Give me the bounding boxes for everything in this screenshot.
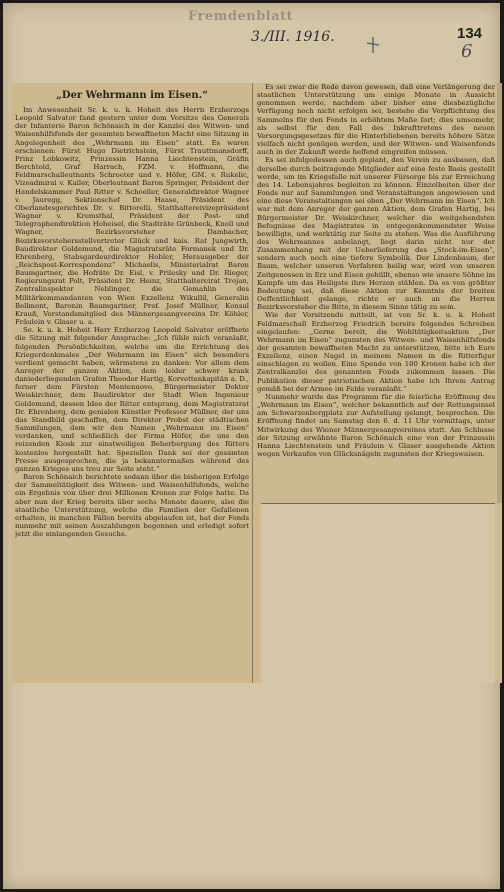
newspaper-clipping: [11, 83, 502, 683]
blank-sheet-area: [261, 503, 495, 683]
article-headline: „Der Wehrmann im Eisen.“: [56, 90, 208, 101]
paragraph: Es sei zwar die Rede davon gewesen, daß eine Verlängerung der staatlichen Unterstützung um einige Monate in Aussicht genommen werde, nachdem aber bisher eine diesbezügliche Verfügung noch nicht erfolgen sei, bestehe die Verpflichtung des Sammelns für den Fonds in erhöhtem Maße fort; dies umsomehr, als selbst für den Fall des Inkrafttretens des neuen Versorgungsgesetzes für die Hinterbliebenen bereits höhere Sätze vielfach nicht genügen werden, und der Witwen- und Waisenfonds auch in der Zukunft werde helfend eingreifen müssen.: [257, 83, 495, 157]
clipping-cut-edge: [261, 503, 495, 504]
article-column-right: [257, 83, 495, 503]
paragraph: Se. k. u. k. Hoheit Herr Erzherzog Leopold Salvator eröffnete die Sitzung mit folgender Ansprache: „Ich fühle mich veranlaßt, folgenden Persönlichkeiten, welche um die Errichtung des Kriegerdenkmales „Der Wehrmann im Eisen“ sich besonders verdient gemacht haben, wärmstens zu danken: Vor allem dem Anreger der ganzen Aktion, dem leider schwer krank daniederliegenden Grafen Theodor Hartig, Korvettenkapitän a. D., ferner dem Fürsten Montenuovo, Bürgermeister Doktor Weiskirchner, dem Baudirektor der Stadt Wien Ingenieur Goldemund, dessen Idee der Ritter entsprang, dem Magistratsrat Dr. Ehrenberg, dem genialen Künstler Professor Müllner, der uns das Standbild geschaffen, dem Direktor Probst der städtischen Sammlungen, dem wir den Namen „Wehrmann im Eisen“ verdanken, und schließlich der Firma Höfer, die uns den reizenden Kiosk zur einstweiligen Beherbergung des Ritters kostenlos hergestellt hat. Speziellen Dank sei der gesamten Presse ausgesprochen, die ja bekanntermaßen während des ganzen Krieges uns treu zur Seite steht.“: [15, 326, 249, 473]
paragraph: Es sei infolgedessen auch geplant, den Verein zu ausbauen, daß derselbe durch beitragende Mitglieder auf eine feste Basis gestellt werde, um im Kriegsfalle mit unserer Fürsorge bis zur Erreichung des 14. Lebensjahres begleiten zu können. Einzelheiten über der Fonds nur auf Sammlungen und Veranstaltungen angewiesen und eine diese Veranstaltungen sei eben „Der Wehrmann im Eisen“. Ich war mit dem Anreger der ganzen Aktion, dem Grafen Hartig, bei Bürgermeister Dr. Weiskirchner, welcher die weitgehendsten Befugnisse des Magistrates in entgegenkommendster Weise bewilligte, und werktätig zur Seite zu stehen. Was die Ausführung des Wehrmannes anbelangt, liegt darin nicht nur der Zusammenhang mit der Ueberlieferung des „Stock-im-Eisen“, sondern auch noch eine tiefere Symbolik. Der Lindenbaum, der Baum, welcher unseren Vorfahren heilig war, wird von unseren Zeitgenossen in Erz und Eisen gehüllt, ebenso wie unsere Söhne im Kampfe um das Heiligste ihre Herzen stählen. Da es von größter Bedeutung sei, daß diese Aktion zur Kenntnis der breiten Oeffentlichkeit gelange, richte er auch an die Herren Bezirksvorsteher die Bitte, in diesem Sinne tätig zu sein.: [257, 156, 495, 312]
column-divider: [252, 83, 253, 683]
pencil-cross-icon: [365, 36, 381, 54]
paragraph: Wie der Vorsitzende mitteilt, ist von Sr. k. u. k. Hoheit Feldmarschall Erzherzog Friedrich bereits folgendes Schreiben eingelaufen: „Gerne bereit, die Wohltätigkeitsaktion „Der Wehrmann im Eisen“ zugunsten des Witwen- und Waisenhilfsfonds der gesamten bewaffneten Macht zu unterstützen, bitte ich Eure Exzellenz, einen Nagel in meinem Namen in die Ritterfigur einschlagen zu wollen. Eine Spende von 100 Kronen habe ich der Zentralkanzlei des genannten Fonds zukommen lassen. Die Publikation dieser patriotischen Aktion habe ich Ihrem Antrag gemäß bei der Armee im Felde veranlaßt.“: [257, 311, 495, 393]
paragraph: Nunmehr wurde das Programm für die feierliche Eröffnung des „Wehrmann im Eisen“, welcher bekanntlich auf der Rettungsinsel am Schwarzenbergplatz zur Aufstellung gelangt, besprochen. Die Eröffnung findet am Samstag den 6. d. 11 Uhr vormittags, unter Mitwirkung des Wiener Männergesangvereines statt. Am Schlusse der Sitzung erwähnte Baron Schönaich eine von der Prinzessin Hanna Liechtenstein und Fräulein v. Glaser ausgehende Aktion wegen Verkaufes von Glücksnägeln zugunsten der Kriegswaisen.: [257, 392, 495, 459]
pencil-number: 6: [461, 41, 473, 62]
archive-sheet: [3, 3, 500, 889]
paragraph: Baron Schönaich berichtete sodann über die bisherigen Erfolge der Sammeltätigkeit des Witwen- und Waisenhilfsfonds, welche ein Ergebnis von über drei Millionen Kronen zur Folge hatte. Da aber nun der Krieg bereits über sechs Monate dauere, also die staatliche Unterstützung, welche die Familien der Gefallenen erhalten, in manchen Fällen bereits abgelaufen ist, hat der Fonds nunmehr mit seinen Auszahlungen begonnen und erledigt sofort jetzt die einlangenden Gesuche.: [15, 473, 249, 539]
paragraph: Im Anwesenheit Sr. k. u. k. Hoheit des Herrn Erzherzogs Leopold Salvator fand gestern unter dem Vorsitze des Generals der Infanterie Baron Schönaich in der Kanzlei des Witwen- und Waisenhilfsfonds der gesamten bewaffneten Macht eine Sitzung in Angelegenheit des „Wehrmann im Eisen“ statt. Es waren erschienen: Fürst Hugo Dietrichstein, Fürst Trauttmansdorff, Prinz Lobkowitz, Prinzessin Hanna Liechtenstein, Gräfin Berchtold, Graf Harrach, FZM. v. Hoffmann, die Feldmarschalleutnants Schroeter und v. Höfer, GM. v. Rukelic, Vizeadmiral v. Kailer, Oberleutnant Baron Springer, Präsident der Handelskammer Paul Ritter v. Schoeller, Generaldirektor Wagner v. Jauregg, Sektionschef Dr. Haase, Präsident des Oberlandesgerichtes Dr. v. Bittorelli, Statthaltereivizepräsident Wagner v. Kremsthal, Präsident der Post- und Telegraphendirektion Hoheisel, die Stadträte Grünbeck, Knoll und Wagner, Bezirksvorsteher Dambacher, Bezirksvorstehersstellvertreter Glück und kais. Rat Jungwirth, Baudirektor Goldemund, die Magistratsräte Formanek und Dr. Ehrenberg, Stabsgardeurdirektor Hobler, Herausgeber der „Reichspost-Korrespondenz“ Michaelis, Ministerialrat Baron Baumgartner, die Hofräte Dr. Eisl, v. Prilesky und Dr. Rieger, Regierungsrat Polt, Präsident Dr. Heinz, Statthaltereirat Trojan, Zentralinspektor Neblinger, die Gemahlin des Militärkommandanten von Wien Exzellenz Wikullil, Generalin Bellmont, Baronin Baumgartner, Prof. Josef Müllner, Konsul Krauß, Vorstandsmitglied des Männergesangvereins Dr. Köhler, Fräulein v. Glaser u. a.: [15, 106, 249, 327]
article-column-left: [15, 83, 249, 683]
page-number: 134: [457, 25, 483, 42]
handwritten-date: 3./III. 1916.: [251, 29, 335, 45]
clipping-edge: [497, 83, 502, 503]
masthead-stamp: Fremdenblatt: [188, 9, 294, 24]
